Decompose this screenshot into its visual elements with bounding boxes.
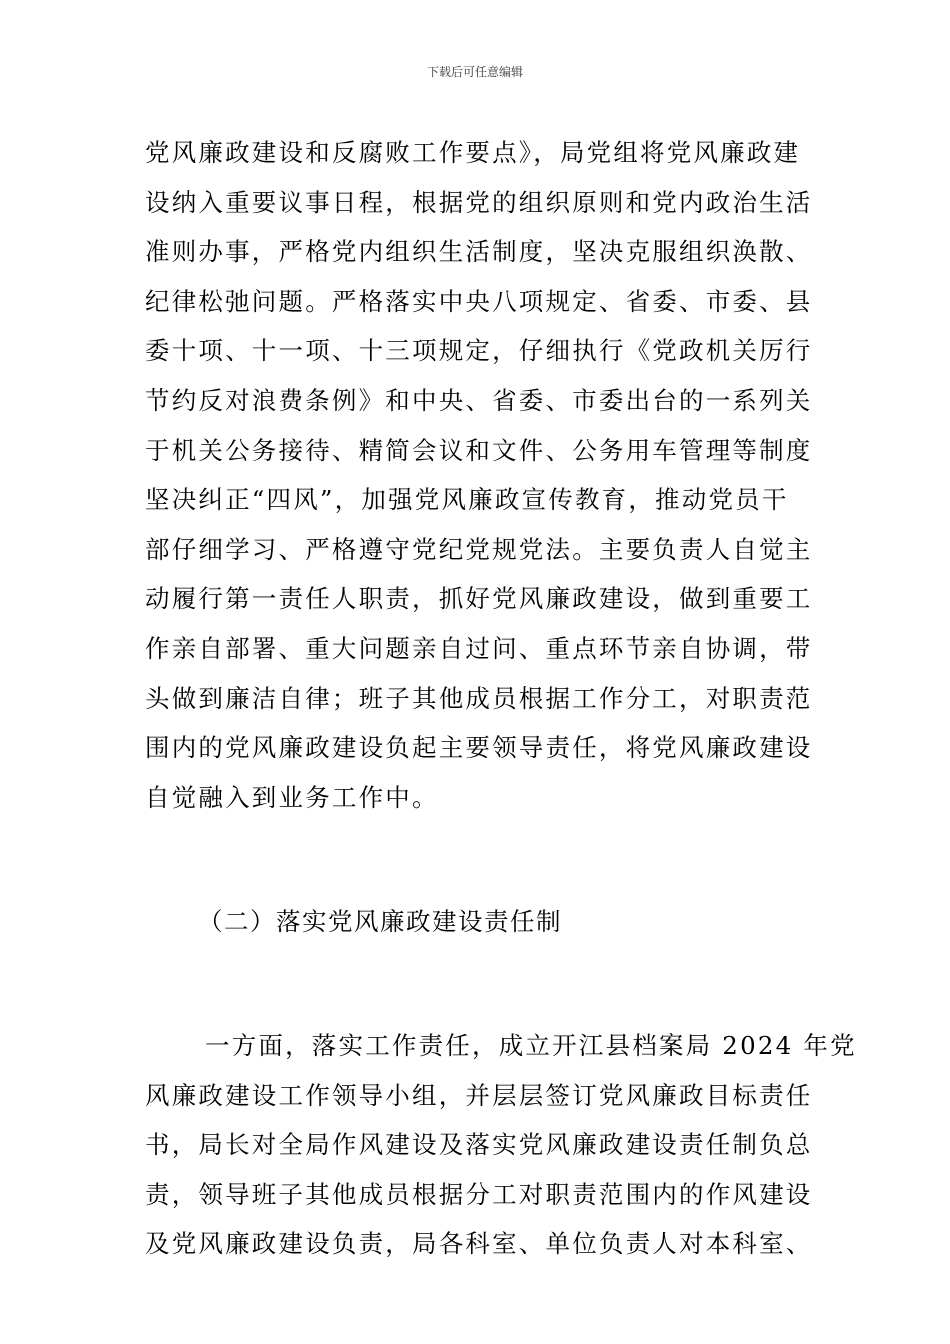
paragraph-line: 作亲自部署、重大问题亲自过问、重点环节亲自协调，带 [145, 633, 813, 663]
paragraph-line: 一方面，落实工作责任，成立开江县档案局 2024 年党 [205, 1030, 857, 1060]
paragraph-line: 设纳入重要议事日程，根据党的组织原则和党内政治生活 [145, 187, 813, 217]
paragraph-line: 及党风廉政建设负责，局各科室、单位负责人对本科室、 [145, 1229, 813, 1259]
paragraph-line: 部仔细学习、严格遵守党纪党规党法。主要负责人自觉主 [145, 534, 813, 564]
page-header-note: 下载后可任意编辑 [426, 65, 523, 79]
document-body [145, 128, 857, 1269]
paragraph-line: 头做到廉洁自律；班子其他成员根据工作分工，对职责范 [145, 683, 813, 713]
paragraph-line: 纪律松弛问题。严格落实中央八项规定、省委、市委、县 [145, 286, 813, 316]
paragraph-line: 于机关公务接待、精简会议和文件、公务用车管理等制度 [145, 435, 813, 465]
paragraph-party-conduct [145, 128, 813, 822]
paragraph-line: 委十项、十一项、十三项规定，仔细执行《党政机关厉行 [145, 336, 813, 366]
paragraph-line: 风廉政建设工作领导小组，并层层签订党风廉政目标责任 [145, 1080, 813, 1110]
paragraph-responsibility [145, 1021, 857, 1269]
paragraph-line: 书，局长对全局作风建设及落实党风廉政建设责任制负总 [145, 1130, 813, 1160]
paragraph-line: 节约反对浪费条例》和中央、省委、市委出台的一系列关 [145, 385, 813, 415]
paragraph-line: 自觉融入到业务工作中。 [145, 782, 439, 812]
paragraph-line: 坚决纠正“四风”，加强党风廉政宣传教育，推动党员干 [145, 485, 789, 515]
section-heading-text: （二）落实党风廉政建设责任制 [198, 907, 562, 937]
section-spacer [145, 822, 809, 897]
paragraph-line: 准则办事，严格党内组织生活制度，坚决克服组织涣散、 [145, 237, 813, 267]
paragraph-line: 党风廉政建设和反腐败工作要点》，局党组将党风廉政建 [145, 138, 801, 167]
paragraph-line: 围内的党风廉政建设负起主要领导责任，将党风廉政建设 [145, 733, 813, 763]
section-heading [145, 897, 809, 947]
paragraph-line: 责，领导班子其他成员根据分工对职责范围内的作风建设 [145, 1179, 813, 1209]
section-spacer [145, 947, 809, 1021]
paragraph-line: 动履行第一责任人职责，抓好党风廉政建设，做到重要工 [145, 584, 813, 614]
